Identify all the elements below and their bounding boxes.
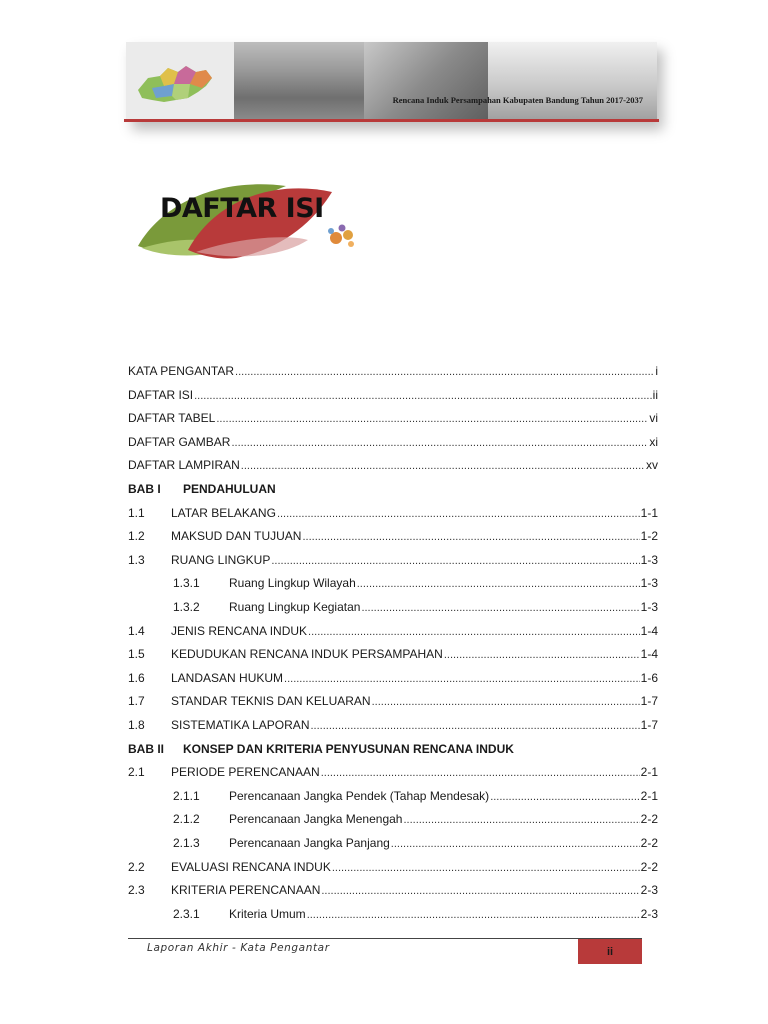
toc-entry[interactable] xyxy=(128,669,658,685)
toc-entry[interactable] xyxy=(128,716,658,732)
toc-dot-leader xyxy=(308,626,640,638)
toc-page-number: 2-1 xyxy=(640,788,658,803)
toc-dot-leader xyxy=(241,460,645,472)
toc-entry-number: 2.3.1 xyxy=(173,906,200,921)
toc-entry-label: KEDUDUKAN RENCANA INDUK PERSAMPAHAN xyxy=(171,647,443,662)
toc-entry[interactable] xyxy=(173,834,658,850)
toc-entry-label: Perencanaan Jangka Pendek (Tahap Mendesak) xyxy=(229,788,490,803)
toc-page-number: 1-1 xyxy=(640,505,658,520)
toc-entry[interactable] xyxy=(128,692,658,708)
toc-page-number: 1-6 xyxy=(640,670,658,685)
toc-entry-label: PENDAHULUAN xyxy=(183,482,276,496)
toc-page-number: 1-4 xyxy=(640,647,658,662)
toc-page-number: 1-2 xyxy=(640,529,658,544)
toc-page-number: 1-3 xyxy=(640,576,658,591)
toc-dot-leader xyxy=(403,814,639,826)
toc-entry[interactable] xyxy=(128,551,658,567)
toc-entry[interactable] xyxy=(173,905,658,921)
header-banner xyxy=(126,42,657,122)
toc-entry-number: 2.1 xyxy=(128,765,145,780)
toc-entry[interactable] xyxy=(128,527,658,543)
toc-entry-number: 2.2 xyxy=(128,859,145,874)
region-map-image xyxy=(126,42,234,122)
toc-page-number: vi xyxy=(649,411,658,426)
toc-dot-leader xyxy=(194,390,652,402)
footer-text: Laporan Akhir - Kata Pengantar xyxy=(147,942,330,954)
toc-entry-number: 2.1.1 xyxy=(173,788,200,803)
toc-entry-label: LATAR BELAKANG xyxy=(171,505,276,520)
toc-dot-leader xyxy=(216,413,648,425)
toc-chapter-heading xyxy=(128,480,658,496)
toc-entry-label: DAFTAR GAMBAR xyxy=(128,434,231,449)
toc-entry-label: DAFTAR TABEL xyxy=(128,411,216,426)
toc-dot-leader xyxy=(321,767,640,779)
toc-entry-label: JENIS RENCANA INDUK xyxy=(171,623,308,638)
toc-entry[interactable] xyxy=(128,645,658,661)
page-number-badge: ii xyxy=(578,939,642,964)
toc-entry[interactable] xyxy=(173,598,658,614)
toc-page-number: ii xyxy=(652,387,658,402)
toc-entry-number: 2.1.3 xyxy=(173,836,200,850)
toc-entry-number: 1.4 xyxy=(128,623,145,638)
toc-entry-label: KRITERIA PERENCANAAN xyxy=(171,883,321,898)
toc-page-number: xi xyxy=(649,434,658,449)
toc-page-number: 1-3 xyxy=(640,552,658,567)
toc-entry-number: 1.3.2 xyxy=(173,600,200,614)
toc-page-number: 2-2 xyxy=(640,812,658,827)
toc-dot-leader xyxy=(361,602,639,614)
toc-page-number: i xyxy=(655,364,658,378)
toc-entry[interactable] xyxy=(173,787,658,803)
toc-entry[interactable] xyxy=(128,763,658,779)
toc-entry[interactable] xyxy=(128,881,658,897)
toc-page-number: 1-3 xyxy=(640,600,658,614)
footer-divider xyxy=(128,938,642,939)
page-title: DAFTAR ISI xyxy=(160,193,324,224)
toc-entry-label: DAFTAR LAMPIRAN xyxy=(128,458,240,473)
toc-dot-leader xyxy=(444,649,640,661)
toc-entry[interactable] xyxy=(128,386,658,402)
toc-page-number: 1-4 xyxy=(640,623,658,638)
toc-page-number: 2-1 xyxy=(640,765,658,780)
header-caption: Rencana Induk Persampahan Kabupaten Bandung Tahun 2017-2037 xyxy=(392,95,643,105)
toc-entry-label: DAFTAR ISI xyxy=(128,387,194,402)
toc-dot-leader xyxy=(372,696,640,708)
toc-page-number: 2-2 xyxy=(640,836,658,850)
toc-entry[interactable] xyxy=(173,574,658,590)
toc-dot-leader xyxy=(310,720,639,732)
toc-entry-number: 2.3 xyxy=(128,883,145,898)
toc-entry-label: RUANG LINGKUP xyxy=(171,552,271,567)
toc-dot-leader xyxy=(271,555,639,567)
toc-entry-number: 1.8 xyxy=(128,718,145,732)
toc-page-number: 2-2 xyxy=(640,859,658,874)
toc-page-number: 2-3 xyxy=(640,883,658,898)
toc-dot-leader xyxy=(332,862,640,874)
toc-dot-leader xyxy=(302,531,639,543)
landfill-photo xyxy=(234,42,364,122)
toc-entry[interactable] xyxy=(128,504,658,520)
toc-entry-label: EVALUASI RENCANA INDUK xyxy=(171,859,331,874)
toc-entry-label: Ruang Lingkup Wilayah xyxy=(229,576,356,591)
toc-entry[interactable] xyxy=(128,622,658,638)
toc-dot-leader xyxy=(490,791,639,803)
toc-entry[interactable] xyxy=(128,362,658,378)
toc-entry-label: Ruang Lingkup Kegiatan xyxy=(229,600,361,614)
toc-entry-number: 1.3 xyxy=(128,552,145,567)
office-photo xyxy=(488,42,657,122)
toc-page-number: 2-3 xyxy=(640,906,658,921)
toc-entry-number: 1.2 xyxy=(128,529,145,544)
toc-entry[interactable] xyxy=(128,433,658,449)
toc-entry-label: STANDAR TEKNIS DAN KELUARAN xyxy=(171,694,371,709)
toc-chapter-heading xyxy=(128,740,658,756)
toc-entry-label: KONSEP DAN KRITERIA PENYUSUNAN RENCANA INDUK xyxy=(183,741,514,756)
toc-page-number: 1-7 xyxy=(640,694,658,709)
toc-entry[interactable] xyxy=(128,456,658,472)
toc-entry-label: Kriteria Umum xyxy=(229,906,306,921)
toc-dot-leader xyxy=(307,909,640,921)
toc-entry-number: 1.3.1 xyxy=(173,576,200,591)
meeting-photo xyxy=(364,42,488,122)
toc-dot-leader xyxy=(321,885,639,897)
toc-entry[interactable] xyxy=(128,858,658,874)
toc-entry-number: 1.7 xyxy=(128,694,145,709)
toc-page-number: xv xyxy=(646,458,658,473)
toc-entry-number: 2.1.2 xyxy=(173,812,200,827)
toc-dot-leader xyxy=(284,673,640,685)
toc-entry-label: Perencanaan Jangka Panjang xyxy=(229,836,390,850)
toc-dot-leader xyxy=(277,508,640,520)
toc-dot-leader xyxy=(235,366,654,378)
toc-entry-number: 1.6 xyxy=(128,670,145,685)
toc-dot-leader xyxy=(391,838,640,850)
toc-page-number: 1-7 xyxy=(640,718,658,732)
header-divider xyxy=(124,119,659,122)
toc-entry-number: BAB I xyxy=(128,482,161,496)
toc-entry-label: LANDASAN HUKUM xyxy=(171,670,284,685)
toc-dot-leader xyxy=(231,437,648,449)
toc-entry[interactable] xyxy=(128,409,658,425)
toc-entry-number: 1.5 xyxy=(128,647,145,662)
toc-entry[interactable] xyxy=(173,810,658,826)
toc-entry-label: KATA PENGANTAR xyxy=(128,364,235,378)
toc-entry-label: MAKSUD DAN TUJUAN xyxy=(171,529,302,544)
toc-dot-leader xyxy=(357,578,640,590)
toc-entry-number: BAB II xyxy=(128,741,164,756)
toc-entry-label: PERIODE PERENCANAAN xyxy=(171,765,320,780)
toc-entry-label: Perencanaan Jangka Menengah xyxy=(229,812,403,827)
toc-entry-number: 1.1 xyxy=(128,505,145,520)
toc-entry-label: SISTEMATIKA LAPORAN xyxy=(171,718,310,732)
